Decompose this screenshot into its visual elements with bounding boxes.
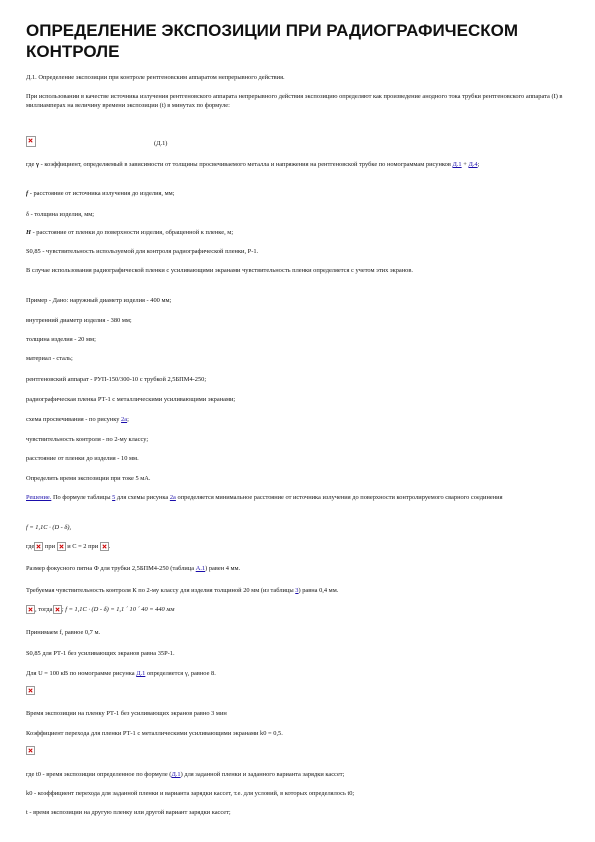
link-figure-d4[interactable]: Д.4 (468, 161, 478, 168)
formula-image-icon (26, 746, 35, 755)
link-table-3[interactable]: 3 (295, 587, 299, 594)
link-figure-2a[interactable]: 2а (121, 416, 128, 423)
formula-number: (Д.1) (154, 140, 168, 147)
distance-calculation-line: , тогда ; f = 1,1C · (D - δ) = 1,1 ´ 10 ´ 40 = 440 мм (26, 605, 566, 617)
formula-d1-image-icon (26, 136, 36, 147)
link-formula-d1[interactable]: Д.1 (171, 771, 181, 778)
t0-definition: где t0 - время экспозиции определенное по формуле (Д.1) для заданной пленки и заданного варианта зарядки кассет; (26, 771, 345, 778)
example-xray-unit: рентгеновский аппарат - РУП-150/300-10 с трубкой 2,5БПМ4-250; (26, 376, 207, 383)
link-solution[interactable]: Решение. (26, 494, 52, 501)
t-definition: t - время экспозиции на другую пленку или другой вариант зарядки кассет; (26, 809, 231, 816)
formula-image-icon (26, 686, 35, 695)
gamma-value-line: Для U = 100 кВ по номограмме рисунка Д.1 определяется γ, равное 8. (26, 670, 216, 677)
example-thickness: толщина изделия - 20 мм; (26, 336, 96, 343)
film-sensitivity-line: S0,85 для РТ-1 без усиливающих экранов равна 35Р-1. (26, 650, 175, 657)
formula-image-icon (34, 542, 43, 551)
distance-formula: f = 1,1C · (D - δ), (26, 524, 72, 531)
formula-image-icon (26, 605, 35, 614)
link-table-a1[interactable]: А.1 (195, 565, 206, 572)
formula-image-icon (53, 605, 62, 614)
gamma-definition: где γ - коэффициент, определяемый в зависимости от толщины просвечиваемого металла и напряжения на рентгеновской трубке по номограммам рисунков Д.1 + Д.4; (26, 161, 480, 168)
page-title: ОПРЕДЕЛЕНИЕ ЭКСПОЗИЦИИ ПРИ РАДИОГРАФИЧЕСКОМ КОНТРОЛЕ (26, 21, 518, 61)
transition-coefficient-line: Коэффициент перехода для пленки РТ-1 с металлическими усиливающими экранами k0 = 0,5. (26, 730, 283, 737)
example-given: Пример - Дано: наружный диаметр изделия - 400 мм; (26, 297, 172, 304)
example-scheme: схема просвечивания - по рисунку 2а; (26, 416, 129, 423)
condition-line: где при и C = 2 при . (26, 543, 111, 550)
screens-note: В случае использования радиографической пленки с усиливающими экранами чувствительность пленки определяется с учетом этих экранов. (26, 267, 413, 274)
formula-d1-row (26, 136, 566, 150)
accepted-distance: Принимаем f, равное 0,7 м. (26, 629, 101, 636)
focal-spot-line: Размер фокусного пятна Ф для трубки 2,5БПМ4-250 (таблица А.1) равен 4 мм. (26, 565, 241, 572)
sensitivity-definition: S0,85 - чувствительность используемой для контроля радиографической пленки, Р-1. (26, 248, 259, 255)
section-d1-heading: Д.1. Определение экспозиции при контроле рентгеновским аппаратом непрерывного действия. (26, 74, 285, 81)
example-material: материал - сталь; (26, 355, 73, 362)
example-inner-diameter: внутренний диаметр изделия - 380 мм; (26, 317, 132, 324)
intro-paragraph: При использовании в качестве источника излучения рентгеновского аппарата непрерывного действия экспозицию определяют как произведение анодного тока трубки рентгеновского аппарата (I) в миллиамперах на величину времени экспозиции (t) в минутах по формуле: (26, 93, 563, 109)
h-definition: H - расстояние от пленки до поверхности изделия, обращенной к пленке, м; (26, 229, 234, 236)
link-figure-2a-solution[interactable]: 2а (169, 494, 176, 501)
link-table-5[interactable]: 5 (112, 494, 116, 501)
k0-definition: k0 - коэффициент перехода для заданной пленки и варианта зарядки кассет, т.е. для условий, в которых определялось t0; (26, 790, 355, 797)
f-definition: f - расстояние от источника излучения до изделия, мм; (26, 190, 175, 197)
exposure-formula-row (26, 686, 566, 698)
link-figure-d1-nomogram[interactable]: Д.1 (136, 670, 146, 677)
example-sensitivity-class: чувствительность контроля - по 2-му классу; (26, 436, 149, 443)
delta-definition: δ - толщина изделия, мм; (26, 211, 95, 218)
example-film: радиографическая пленка РТ-1 с металлическими усиливающими экранами; (26, 396, 236, 403)
exposure-time-line: Время экспозиции на пленку РТ-1 без усиливающих экранов равно 3 мин (26, 710, 227, 717)
transition-formula-row (26, 746, 566, 758)
example-distance: расстояние от пленки до изделия - 10 мм. (26, 455, 139, 462)
required-sensitivity-line: Требуемая чувствительность контроля К по 2-му классу для изделия толщиной 20 мм (из таблицы 3) равна 0,4 мм. (26, 587, 339, 594)
link-figure-d1[interactable]: Д.1 (452, 161, 462, 168)
solution-paragraph: Решение. По формуле таблицы 5 для схемы рисунка 2а определяется минимальное расстояние от источника излучения до поверхности контролируемого сварного соединения (26, 494, 503, 501)
example-task: Определить время экспозиции при токе 5 мА. (26, 475, 151, 482)
formula-image-icon (100, 542, 109, 551)
formula-image-icon (57, 542, 66, 551)
